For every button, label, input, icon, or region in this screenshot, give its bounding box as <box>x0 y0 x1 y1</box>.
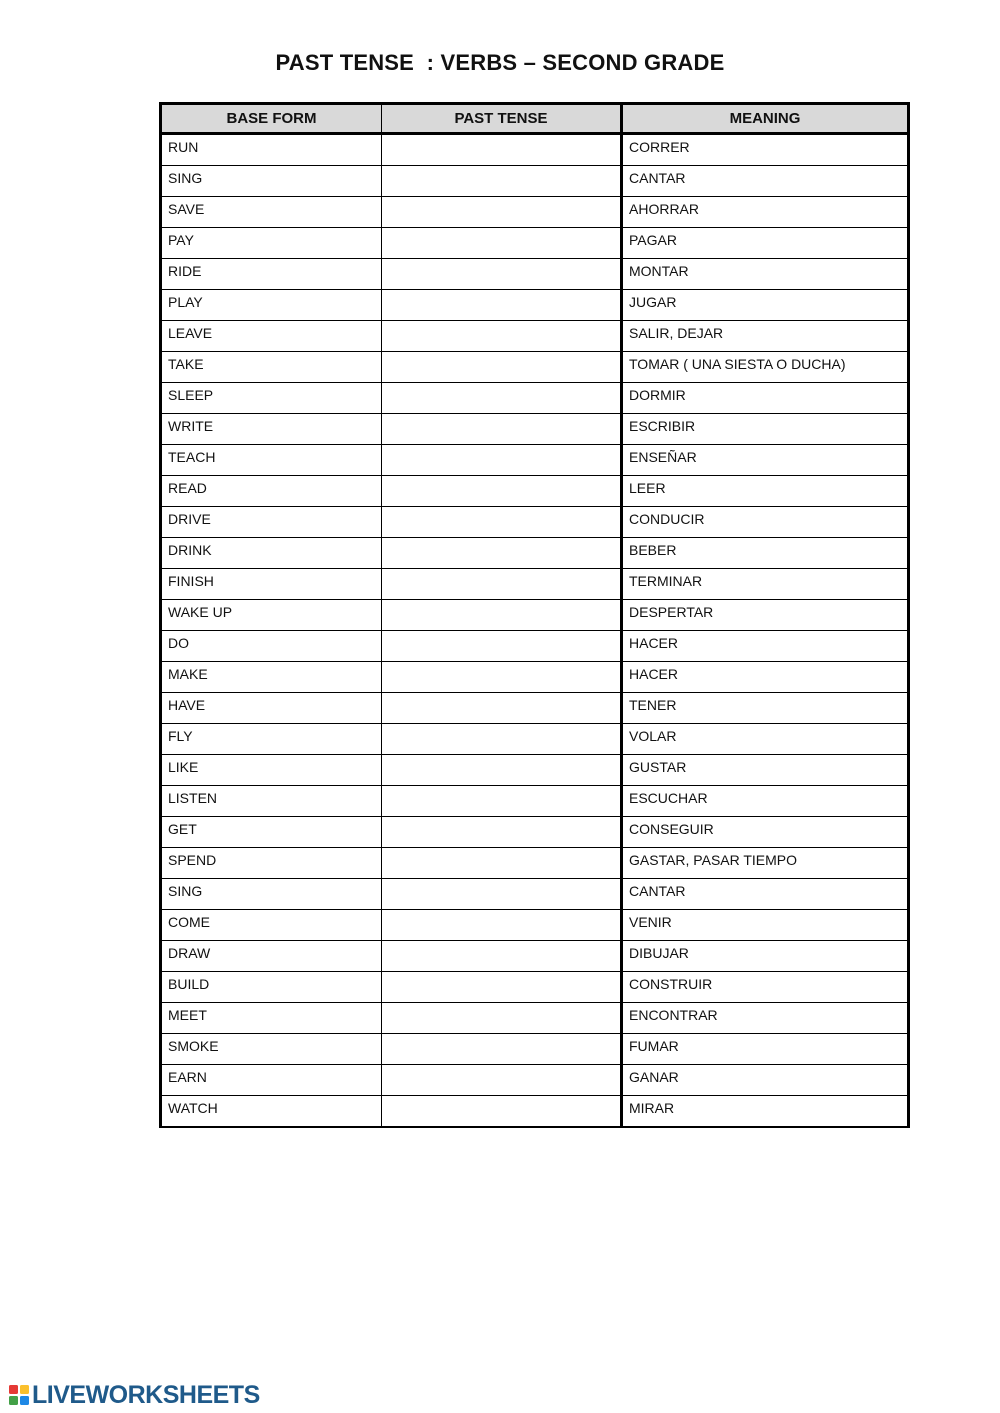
past-tense-cell <box>382 414 622 445</box>
table-row <box>161 1096 909 1128</box>
past-tense-input[interactable] <box>382 1034 620 1064</box>
table-row <box>161 259 909 290</box>
base-form-cell: READ <box>161 476 382 507</box>
past-tense-cell <box>382 197 622 228</box>
past-tense-input[interactable] <box>382 848 620 878</box>
base-form-cell: DRINK <box>161 538 382 569</box>
past-tense-cell <box>382 631 622 662</box>
past-tense-cell <box>382 507 622 538</box>
past-tense-input[interactable] <box>382 1003 620 1033</box>
table-row <box>161 724 909 755</box>
meaning-cell: TENER <box>622 693 909 724</box>
table-row <box>161 414 909 445</box>
past-tense-cell <box>382 383 622 414</box>
meaning-cell: MONTAR <box>622 259 909 290</box>
table-row <box>161 1065 909 1096</box>
table-row <box>161 662 909 693</box>
table-row <box>161 879 909 910</box>
base-form-cell: EARN <box>161 1065 382 1096</box>
meaning-cell: ESCRIBIR <box>622 414 909 445</box>
base-form-cell: TAKE <box>161 352 382 383</box>
past-tense-cell <box>382 569 622 600</box>
meaning-cell: DESPERTAR <box>622 600 909 631</box>
base-form-cell: RIDE <box>161 259 382 290</box>
meaning-cell: ESCUCHAR <box>622 786 909 817</box>
meaning-cell: TERMINAR <box>622 569 909 600</box>
past-tense-input[interactable] <box>382 166 620 196</box>
past-tense-cell <box>382 321 622 352</box>
past-tense-cell <box>382 848 622 879</box>
past-tense-input[interactable] <box>382 817 620 847</box>
meaning-cell: AHORRAR <box>622 197 909 228</box>
past-tense-cell <box>382 228 622 259</box>
past-tense-input[interactable] <box>382 724 620 754</box>
base-form-cell: BUILD <box>161 972 382 1003</box>
table-row <box>161 631 909 662</box>
past-tense-cell <box>382 879 622 910</box>
past-tense-input[interactable] <box>382 569 620 599</box>
past-tense-cell <box>382 693 622 724</box>
meaning-cell: HACER <box>622 631 909 662</box>
past-tense-cell <box>382 1065 622 1096</box>
meaning-cell: VENIR <box>622 910 909 941</box>
past-tense-cell <box>382 1034 622 1065</box>
past-tense-input[interactable] <box>382 1096 620 1126</box>
base-form-cell: WATCH <box>161 1096 382 1128</box>
past-tense-input[interactable] <box>382 972 620 1002</box>
table-row <box>161 1003 909 1034</box>
verb-table <box>159 102 910 1128</box>
past-tense-cell <box>382 1003 622 1034</box>
base-form-cell: WRITE <box>161 414 382 445</box>
base-form-cell: PLAY <box>161 290 382 321</box>
meaning-cell: BEBER <box>622 538 909 569</box>
past-tense-input[interactable] <box>382 941 620 971</box>
meaning-cell: PAGAR <box>622 228 909 259</box>
meaning-cell: GASTAR, PASAR TIEMPO <box>622 848 909 879</box>
table-row <box>161 941 909 972</box>
table-row <box>161 569 909 600</box>
table-row <box>161 352 909 383</box>
table-row <box>161 848 909 879</box>
meaning-cell: MIRAR <box>622 1096 909 1128</box>
past-tense-cell <box>382 786 622 817</box>
base-form-cell: SING <box>161 879 382 910</box>
table-row <box>161 383 909 414</box>
table-row <box>161 538 909 569</box>
past-tense-input[interactable] <box>382 693 620 723</box>
base-form-cell: PAY <box>161 228 382 259</box>
past-tense-input[interactable] <box>382 445 620 475</box>
meaning-cell: CANTAR <box>622 166 909 197</box>
table-body <box>161 134 909 1128</box>
past-tense-input[interactable] <box>382 662 620 692</box>
base-form-cell: DO <box>161 631 382 662</box>
past-tense-input[interactable] <box>382 879 620 909</box>
past-tense-input[interactable] <box>382 1065 620 1095</box>
liveworksheets-logo-icon <box>8 1384 30 1406</box>
past-tense-input[interactable] <box>382 259 620 289</box>
header-past-tense: PAST TENSE <box>382 104 622 134</box>
past-tense-input[interactable] <box>382 321 620 351</box>
past-tense-input[interactable] <box>382 755 620 785</box>
base-form-cell: MEET <box>161 1003 382 1034</box>
meaning-cell: CONSEGUIR <box>622 817 909 848</box>
brand-name: LIVEWORKSHEETS <box>32 1380 260 1409</box>
page-title: PAST TENSE : VERBS – SECOND GRADE <box>275 50 725 75</box>
meaning-cell: CORRER <box>622 134 909 166</box>
past-tense-input[interactable] <box>382 197 620 227</box>
base-form-cell: LISTEN <box>161 786 382 817</box>
base-form-cell: GET <box>161 817 382 848</box>
base-form-cell: COME <box>161 910 382 941</box>
base-form-cell: SING <box>161 166 382 197</box>
base-form-cell: LIKE <box>161 755 382 786</box>
meaning-cell: FUMAR <box>622 1034 909 1065</box>
footer-logo[interactable] <box>8 1380 260 1410</box>
base-form-cell: SLEEP <box>161 383 382 414</box>
past-tense-cell <box>382 724 622 755</box>
past-tense-input[interactable] <box>382 383 620 413</box>
table-row <box>161 321 909 352</box>
past-tense-cell <box>382 290 622 321</box>
table-row <box>161 445 909 476</box>
meaning-cell: SALIR, DEJAR <box>622 321 909 352</box>
meaning-cell: JUGAR <box>622 290 909 321</box>
meaning-cell: VOLAR <box>622 724 909 755</box>
table-row <box>161 507 909 538</box>
past-tense-cell <box>382 134 622 166</box>
table-row <box>161 1034 909 1065</box>
table-row <box>161 755 909 786</box>
past-tense-input[interactable] <box>382 476 620 506</box>
meaning-cell: CANTAR <box>622 879 909 910</box>
base-form-cell: FLY <box>161 724 382 755</box>
past-tense-cell <box>382 600 622 631</box>
past-tense-cell <box>382 1096 622 1128</box>
meaning-cell: GANAR <box>622 1065 909 1096</box>
past-tense-cell <box>382 755 622 786</box>
table-row <box>161 600 909 631</box>
meaning-cell: DIBUJAR <box>622 941 909 972</box>
table-row <box>161 476 909 507</box>
base-form-cell: DRAW <box>161 941 382 972</box>
past-tense-cell <box>382 910 622 941</box>
base-form-cell: FINISH <box>161 569 382 600</box>
meaning-cell: CONSTRUIR <box>622 972 909 1003</box>
table-row <box>161 228 909 259</box>
base-form-cell: SPEND <box>161 848 382 879</box>
table-row <box>161 693 909 724</box>
meaning-cell: LEER <box>622 476 909 507</box>
past-tense-input[interactable] <box>382 135 620 165</box>
past-tense-input[interactable] <box>382 600 620 630</box>
past-tense-cell <box>382 972 622 1003</box>
table-row <box>161 972 909 1003</box>
past-tense-cell <box>382 941 622 972</box>
meaning-cell: HACER <box>622 662 909 693</box>
past-tense-cell <box>382 166 622 197</box>
past-tense-cell <box>382 538 622 569</box>
header-base-form: BASE FORM <box>161 104 382 134</box>
table-header <box>161 104 909 134</box>
meaning-cell: TOMAR ( UNA SIESTA O DUCHA) <box>622 352 909 383</box>
past-tense-cell <box>382 259 622 290</box>
header-row <box>161 104 909 134</box>
base-form-cell: DRIVE <box>161 507 382 538</box>
table-row <box>161 166 909 197</box>
meaning-cell: CONDUCIR <box>622 507 909 538</box>
base-form-cell: WAKE UP <box>161 600 382 631</box>
past-tense-input[interactable] <box>382 228 620 258</box>
past-tense-input[interactable] <box>382 414 620 444</box>
base-form-cell: HAVE <box>161 693 382 724</box>
meaning-cell: ENSEÑAR <box>622 445 909 476</box>
past-tense-input[interactable] <box>382 786 620 816</box>
past-tense-input[interactable] <box>382 631 620 661</box>
meaning-cell: ENCONTRAR <box>622 1003 909 1034</box>
past-tense-input[interactable] <box>382 507 620 537</box>
table-row <box>161 290 909 321</box>
past-tense-cell <box>382 662 622 693</box>
table-row <box>161 134 909 166</box>
base-form-cell: SAVE <box>161 197 382 228</box>
base-form-cell: TEACH <box>161 445 382 476</box>
table-row <box>161 910 909 941</box>
table-row <box>161 197 909 228</box>
meaning-cell: GUSTAR <box>622 755 909 786</box>
past-tense-input[interactable] <box>382 910 620 940</box>
past-tense-cell <box>382 352 622 383</box>
past-tense-cell <box>382 476 622 507</box>
base-form-cell: LEAVE <box>161 321 382 352</box>
base-form-cell: SMOKE <box>161 1034 382 1065</box>
past-tense-input[interactable] <box>382 538 620 568</box>
base-form-cell: RUN <box>161 134 382 166</box>
meaning-cell: DORMIR <box>622 383 909 414</box>
past-tense-cell <box>382 817 622 848</box>
past-tense-input[interactable] <box>382 352 620 382</box>
base-form-cell: MAKE <box>161 662 382 693</box>
past-tense-input[interactable] <box>382 290 620 320</box>
past-tense-cell <box>382 445 622 476</box>
table-row <box>161 817 909 848</box>
table-row <box>161 786 909 817</box>
header-meaning: MEANING <box>622 104 909 134</box>
